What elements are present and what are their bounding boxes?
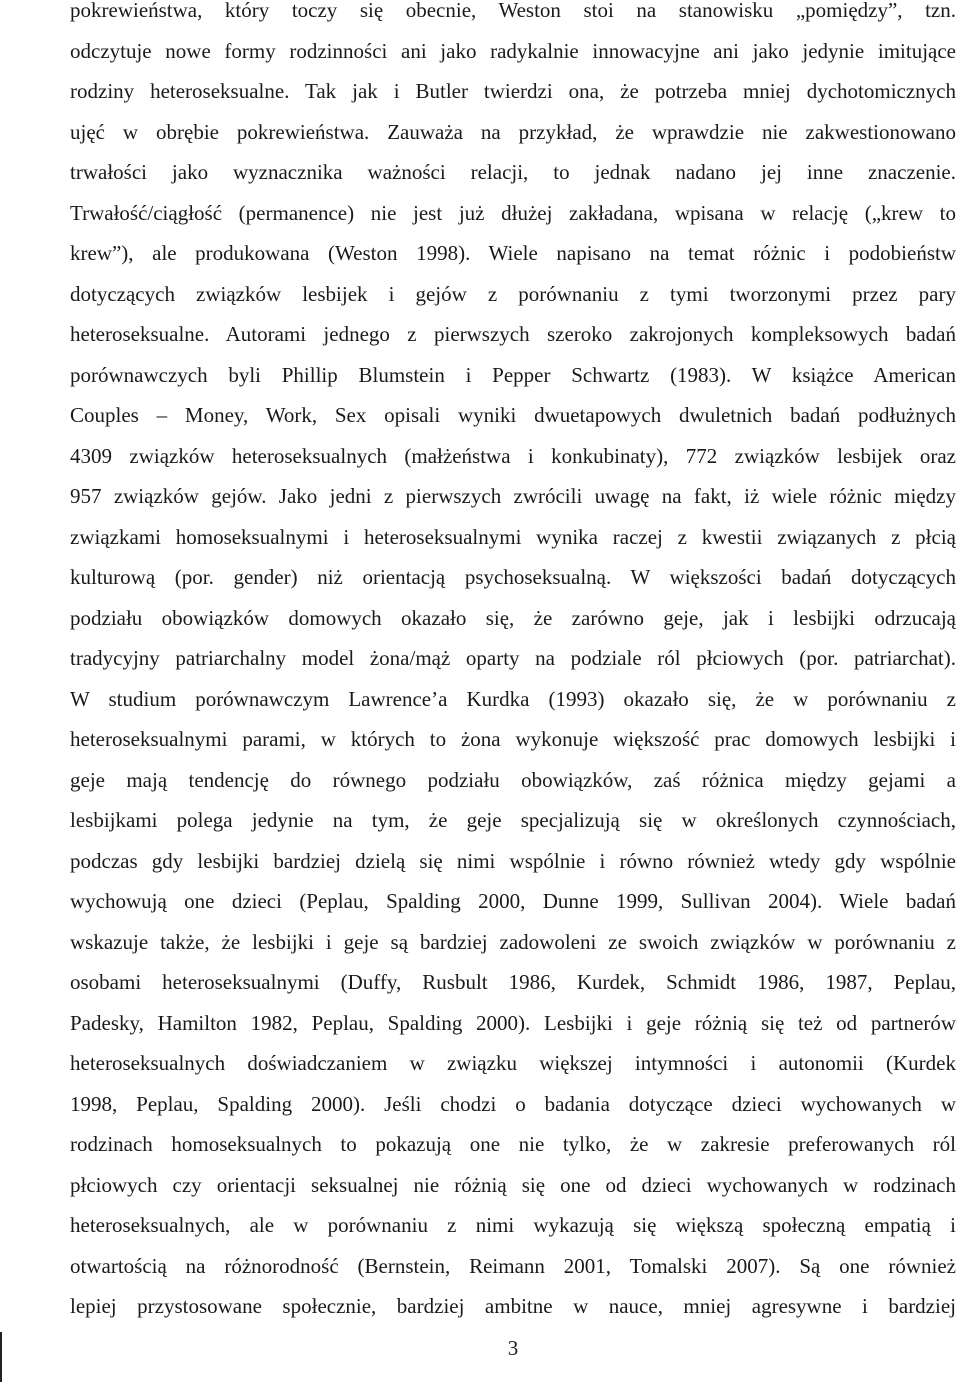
text-line: trwałości jako wyznacznika ważności relacji, to jednak nadano jej inne znaczenie.	[70, 160, 956, 184]
text-line: płciowych czy orientacji seksualnej nie różnią się one od dzieci wychowanych w rodzinach	[70, 1172, 956, 1197]
text-line: porównawczych byli Phillip Blumstein i Pepper Schwartz (1983). W książce American	[70, 362, 956, 387]
text-line: 957 związków gejów. Jako jedni z pierwszych zwrócili uwagę na fakt, iż wiele różnic między	[70, 484, 956, 508]
text-line: 1998, Peplau, Spalding 2000). Jeśli chodzi o badania dotyczące dzieci wychowanych w	[70, 1091, 956, 1116]
text-line: heteroseksualnych doświadczaniem w związku większej intymności i autonomii (Kurdek	[70, 1051, 956, 1075]
text-line: rodziny heteroseksualne. Tak jak i Butler twierdzi ona, że potrzeba mniej dychotomicznych	[70, 79, 956, 103]
text-line: odczytuje nowe formy rodzinności ani jako radykalnie innowacyjne ani jako jedynie imitujące	[70, 38, 956, 63]
body-text	[70, 0, 956, 1327]
text-line: dotyczących związków lesbijek i gejów z porównaniu z tymi tworzonymi przez pary	[70, 281, 956, 306]
page-number: 3	[507, 1336, 519, 1360]
text-line: heteroseksualne. Autorami jednego z pierwszych szeroko zakrojonych kompleksowych badań	[70, 322, 956, 346]
text-line: Couples – Money, Work, Sex opisali wyniki dwuetapowych dwuletnich badań podłużnych	[70, 403, 956, 427]
text-line: rodzinach homoseksualnych to pokazują one nie tylko, że w zakresie preferowanych ról	[70, 1132, 956, 1156]
text-line: krew”), ale produkowana (Weston 1998). Wiele napisano na temat różnic i podobieństw	[70, 241, 956, 265]
text-line: związkami homoseksualnymi i heteroseksualnymi wynika raczej z kwestii związanych z płcią	[70, 524, 956, 549]
text-line: Trwałość/ciągłość (permanence) nie jest już dłużej zakładana, wpisana w relację („krew to	[70, 200, 956, 225]
text-line: Padesky, Hamilton 1982, Peplau, Spalding 2000). Lesbijki i geje różnią się też od partnerów	[70, 1010, 956, 1035]
text-line: heteroseksualnych, ale w porównaniu z nimi wykazują się większą społeczną empatią i	[70, 1213, 956, 1237]
text-line: wychowują one dzieci (Peplau, Spalding 2000, Dunne 1999, Sullivan 2004). Wiele badań	[70, 889, 956, 913]
text-line: otwartością na różnorodność (Bernstein, Reimann 2001, Tomalski 2007). Są one również	[70, 1253, 956, 1278]
text-line: osobami heteroseksualnymi (Duffy, Rusbult 1986, Kurdek, Schmidt 1986, 1987, Peplau,	[70, 970, 956, 994]
text-line: kulturową (por. gender) niż orientacją psychoseksualną. W większości badań dotyczących	[70, 565, 956, 589]
text-line: pokrewieństwa, który toczy się obecnie, Weston stoi na stanowisku „pomiędzy”, tzn.	[70, 0, 956, 22]
text-line: podziału obowiązków domowych okazało się, że zarówno geje, jak i lesbijki odrzucają	[70, 605, 956, 630]
text-line: wskazuje także, że lesbijki i geje są bardziej zadowoleni ze swoich związków w porównaniu z	[70, 929, 956, 954]
text-line: W studium porównawczym Lawrence’a Kurdka (1993) okazało się, że w porównaniu z	[70, 686, 956, 711]
text-line: ujęć w obrębie pokrewieństwa. Zauważa na przykład, że wprawdzie nie zakwestionowano	[70, 119, 956, 144]
text-line: tradycyjny patriarchalny model żona/mąż oparty na podziale ról płciowych (por. patriarchat).	[70, 646, 956, 670]
text-line: heteroseksualnymi parami, w których to żona wykonuje większość prac domowych lesbijki i	[70, 727, 956, 751]
text-line: 4309 związków heteroseksualnych (małżeństwa i konkubinaty), 772 związków lesbijek oraz	[70, 443, 956, 468]
text-line: lepiej przystosowane społecznie, bardziej ambitne w nauce, mniej agresywne i bardziej	[70, 1294, 956, 1318]
text-line: geje mają tendencję do równego podziału obowiązków, zaś różnica między gejami a	[70, 767, 956, 792]
text-line: lesbijkami polega jedynie na tym, że geje specjalizują się w określonych czynnościach,	[70, 808, 956, 832]
text-line: podczas gdy lesbijki bardziej dzielą się nimi wspólnie i równo również wtedy gdy wspólnie	[70, 848, 956, 873]
